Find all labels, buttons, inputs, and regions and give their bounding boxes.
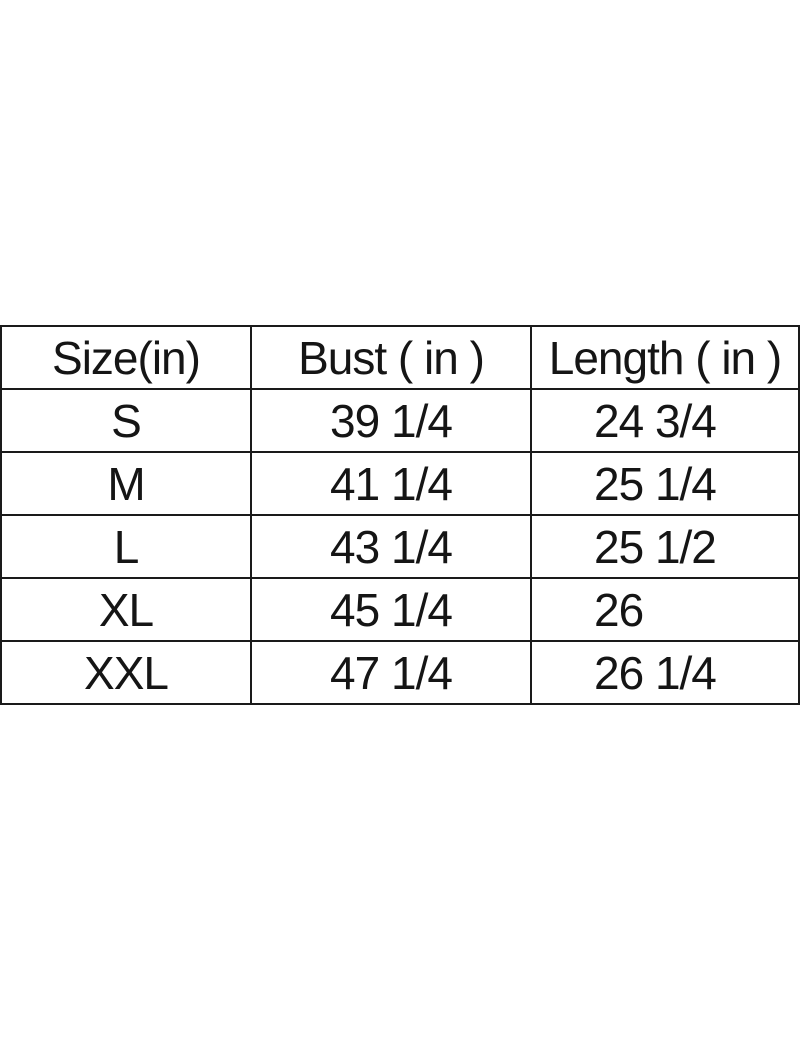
length-cell: 25 1/4 bbox=[531, 452, 799, 515]
size-cell: M bbox=[1, 452, 251, 515]
bust-cell: 43 1/4 bbox=[251, 515, 531, 578]
table-row bbox=[1, 578, 799, 641]
size-cell: XXL bbox=[1, 641, 251, 704]
length-cell: 26 bbox=[531, 578, 799, 641]
bust-cell: 41 1/4 bbox=[251, 452, 531, 515]
header-row bbox=[1, 326, 799, 389]
table-row bbox=[1, 389, 799, 452]
size-chart-table bbox=[0, 325, 800, 705]
column-header-length: Length ( in ) bbox=[531, 326, 799, 389]
bust-cell: 45 1/4 bbox=[251, 578, 531, 641]
bust-cell: 47 1/4 bbox=[251, 641, 531, 704]
bust-cell: 39 1/4 bbox=[251, 389, 531, 452]
size-cell: XL bbox=[1, 578, 251, 641]
table-row bbox=[1, 452, 799, 515]
size-cell: L bbox=[1, 515, 251, 578]
length-cell: 24 3/4 bbox=[531, 389, 799, 452]
column-header-size: Size(in) bbox=[1, 326, 251, 389]
table-row bbox=[1, 641, 799, 704]
length-cell: 26 1/4 bbox=[531, 641, 799, 704]
column-header-bust: Bust ( in ) bbox=[251, 326, 531, 389]
length-cell: 25 1/2 bbox=[531, 515, 799, 578]
size-cell: S bbox=[1, 389, 251, 452]
table-row bbox=[1, 515, 799, 578]
